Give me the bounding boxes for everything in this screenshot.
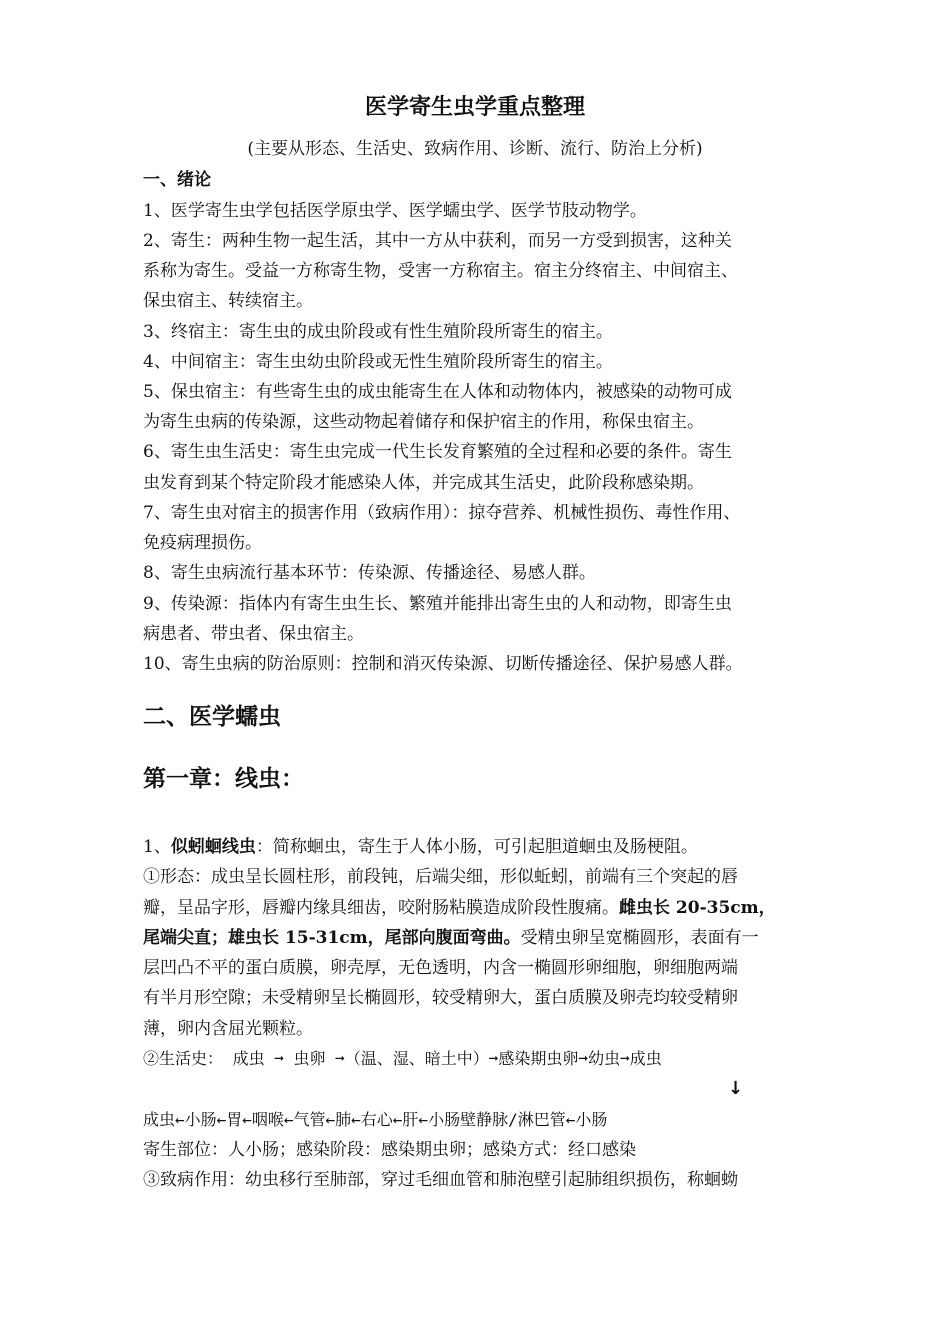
ascaris-line-2: ①形态：成虫呈长圆柱形，前段钝，后端尖细，形似蚯蚓，前端有三个突起的唇 xyxy=(143,867,738,887)
section-heading-intro: 一、绪论 xyxy=(143,170,211,190)
intro-line-1: 1、医学寄生虫学包括医学原虫学、医学蠕虫学、医学节肢动物学。 xyxy=(143,201,647,221)
intro-line-7: 5、保虫宿主：有些寄生虫的成虫能寄生在人体和动物体内，被感染的动物可成 xyxy=(143,382,732,402)
section-heading-helminths: 二、医学蠕虫 xyxy=(143,704,281,730)
ascaris-number: 1、 xyxy=(143,837,171,857)
intro-line-11: 7、寄生虫对宿主的损害作用（致病作用）：掠夺营养、机械性损伤、毒性作用、 xyxy=(143,503,741,523)
intro-line-6: 4、中间宿主：寄生虫幼虫阶段或无性生殖阶段所寄生的宿主。 xyxy=(143,352,613,372)
intro-line-13: 8、寄生虫病流行基本环节：传染源、传播途径、易感人群。 xyxy=(143,563,596,583)
intro-line-4: 保虫宿主、转续宿主。 xyxy=(143,291,313,311)
down-arrow-icon: ↓ xyxy=(728,1078,744,1099)
intro-line-2: 2、寄生：两种生物一起生活，其中一方从中获利，而另一方受到损害，这种关 xyxy=(143,231,732,251)
ascaris-intro: ：简称蛔虫，寄生于人体小肠，可引起胆道蛔虫及肠梗阻。 xyxy=(255,837,698,857)
ascaris-line-5: 层凹凸不平的蛋白质膜，卵壳厚，无色透明，内含一椭圆形卵细胞，卵细胞两端 xyxy=(143,958,738,978)
intro-line-15: 病患者、带虫者、保虫宿主。 xyxy=(143,624,364,644)
ascaris-male-length: 尾端尖直；雄虫长 15-31cm，尾部向腹面弯曲。 xyxy=(143,928,521,948)
life-cycle-flow-top: ②生活史： 成虫 ➞ 虫卵 ➞（温、湿、暗土中）➞感染期虫卵➞幼虫➞成虫 xyxy=(143,1049,662,1068)
intro-line-12: 免疫病理损伤。 xyxy=(143,533,262,553)
intro-line-5: 3、终宿主：寄生虫的成虫阶段或有性生殖阶段所寄生的宿主。 xyxy=(143,322,613,342)
life-cycle-flow-bottom: 成虫←小肠←胃←咽喉←气管←肺←右心←肝←小肠壁静脉/淋巴管←小肠 xyxy=(143,1110,608,1129)
intro-line-9: 6、寄生虫生活史：寄生虫完成一代生长发育繁殖的全过程和必要的条件。寄生 xyxy=(143,442,732,462)
intro-line-14: 9、传染源：指体内有寄生虫生长、繁殖并能排出寄生虫的人和动物，即寄生虫 xyxy=(143,594,732,614)
ascaris-name: 似蚓蛔线虫 xyxy=(170,837,256,857)
page-subtitle: (主要从形态、生活史、致病作用、诊断、流行、防治上分析) xyxy=(247,139,703,159)
ascaris-line-1 xyxy=(143,832,815,862)
ascaris-line-3-text: 瓣，呈品字形，唇瓣内缘具细齿，咬附肠粘膜造成阶段性腹痛。 xyxy=(143,898,619,918)
ascaris-line-9: ③致病作用：幼虫移行至肺部，穿过毛细血管和肺泡壁引起肺组织损伤，称蛔蚴 xyxy=(143,1170,738,1190)
ascaris-line-3 xyxy=(143,893,815,923)
intro-line-3: 系称为寄生。受益一方称寄生物，受害一方称宿主。宿主分终宿主、中间宿主、 xyxy=(143,261,738,281)
ascaris-line-4-text: 受精虫卵呈宽椭圆形，表面有一 xyxy=(520,928,759,948)
ascaris-line-8: 寄生部位：人小肠；感染阶段：感染期虫卵；感染方式：经口感染 xyxy=(143,1140,636,1160)
ascaris-line-6: 有半月形空隙；未受精卵呈长椭圆形，较受精卵大，蛋白质膜及卵壳均较受精卵 xyxy=(143,988,738,1008)
ascaris-line-4 xyxy=(143,923,815,953)
intro-line-10: 虫发育到某个特定阶段才能感染人体，并完成其生活史，此阶段称感染期。 xyxy=(143,473,704,493)
intro-line-16: 10、寄生虫病的防治原则：控制和消灭传染源、切断传播途径、保护易感人群。 xyxy=(143,654,743,674)
chapter-heading-nematodes: 第一章：线虫： xyxy=(143,766,304,792)
ascaris-female-length: 雌虫长 20-35cm， xyxy=(619,898,776,918)
intro-line-8: 为寄生虫病的传染源，这些动物起着储存和保护宿主的作用，称保虫宿主。 xyxy=(143,412,704,432)
page-title: 医学寄生虫学重点整理 xyxy=(364,95,585,120)
ascaris-line-7: 薄，卵内含屈光颗粒。 xyxy=(143,1019,313,1039)
